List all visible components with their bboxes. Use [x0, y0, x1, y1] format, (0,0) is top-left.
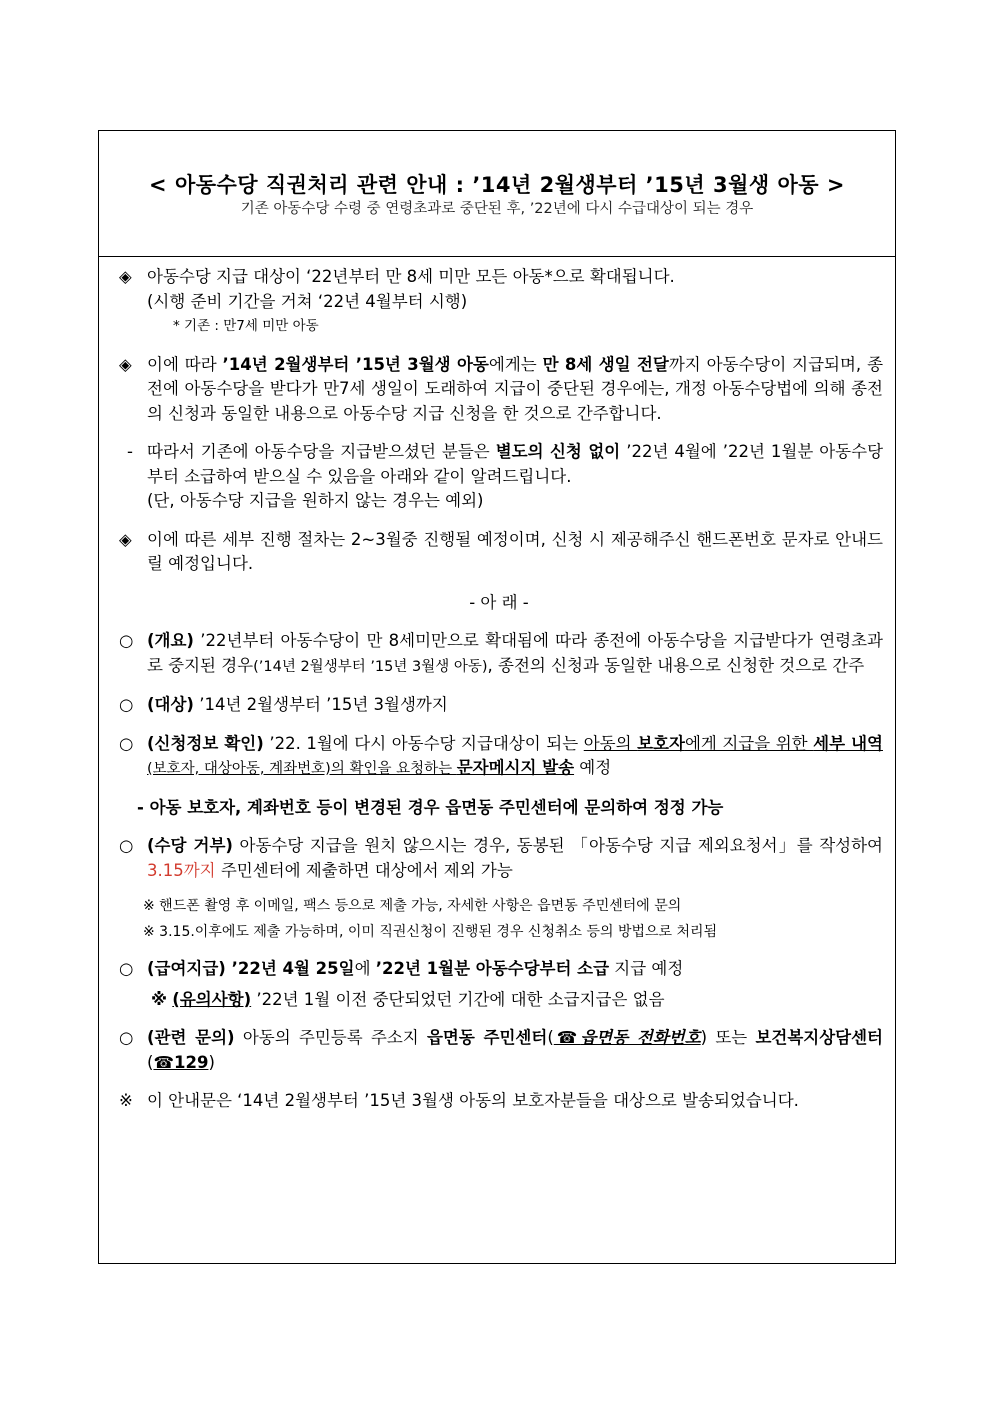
section-auto-payment: [115, 440, 883, 514]
circle-bullet-icon: ○: [119, 695, 134, 714]
section-eligibility: [115, 353, 883, 427]
info-underlined-text: 아동의: [583, 733, 638, 753]
info-text: ’22. 1월에 다시 아동수당 지급대상이 되는: [263, 733, 584, 753]
contact-paren: (: [147, 1052, 154, 1072]
diamond-bullet-icon: ◈: [119, 354, 132, 374]
contact-label: (관련 문의): [147, 1028, 235, 1047]
refusal-deadline: 3.15까지: [147, 860, 216, 880]
refusal-label: (수당 거부): [147, 836, 233, 855]
auto-payment-text: 따라서 기존에 아동수당을 지급받으셨던 분들은: [147, 442, 496, 461]
auto-payment-exception: (단, 아동수당 지급을 원하지 않는 경우는 예외): [147, 491, 484, 510]
section-overview: [115, 629, 883, 679]
phone-icon: ☎: [553, 1028, 581, 1047]
contact-text: ) 또는: [700, 1028, 756, 1047]
circle-bullet-icon: ○: [119, 631, 134, 650]
info-label: (신청정보 확인): [147, 733, 264, 753]
circle-bullet-icon: ○: [119, 733, 134, 753]
dash-mark: -: [127, 442, 133, 461]
section-footer: [115, 1089, 883, 1114]
section-procedure: [115, 528, 883, 577]
payment-text: 에: [354, 959, 376, 978]
target-label: (대상): [147, 695, 194, 714]
refusal-note: ※ 3.15.이후에도 제출 가능하며, 이미 직권신청이 진행된 경우 신청취소 등의 방법으로 처리됨: [143, 924, 718, 940]
payment-label: (급여지급): [147, 959, 226, 978]
circle-bullet-icon: ○: [119, 1028, 134, 1047]
section-contact: [115, 1026, 883, 1075]
caution-label: (유의사항): [172, 989, 252, 1009]
eligibility-text: 까지 아동수당이 지급되며, 종전에 아동수당을 받다가 만7세 생일이 도래하여 지급이 중단된 경우에는, 개정 아동수당법에 의해 종전의 신청과 동일한 내용으로 아동수당 지급 신청을 한 것으로 간주합니다.: [147, 354, 884, 423]
center-phone: 129: [174, 1052, 209, 1072]
eligibility-text: 이에 따라: [147, 354, 223, 374]
contact-text: 아동의 주민등록 주소지: [234, 1028, 427, 1047]
contact-office: 읍면동 주민센터: [426, 1028, 548, 1047]
refusal-text: 주민센터에 제출하면 대상에서 제외 가능: [215, 860, 513, 880]
overview-label: (개요): [147, 631, 194, 650]
eligibility-bold-limit: 만 8세 생일 전달: [542, 354, 669, 374]
info-underlined-text: 에게 지급을 위한: [684, 733, 814, 753]
footer-text: 이 안내문은 ‘14년 2월생부터 ’15년 3월생 아동의 보호자분들을 대상으로 발송되었습니다.: [147, 1091, 799, 1110]
info-bold-guardian: 보호자: [637, 733, 685, 753]
contact-paren: ): [208, 1052, 215, 1072]
target-text: ’14년 2월생부터 ’15년 3월생까지: [193, 695, 448, 714]
expansion-footnote: * 기존 : 만7세 미만 아동: [173, 318, 319, 334]
overview-text: ’22년부터 아동수당이 만 8세미만으로 확대됨에 따라 종전에 아동수당을 지급받다가 연령초과로 중지된 경우: [147, 631, 883, 675]
notice-body: [115, 265, 883, 1128]
payment-retro: ’22년 1월분 아동수당부터 소급: [375, 959, 610, 978]
diamond-bullet-icon: ◈: [119, 267, 132, 286]
section-info-check: [115, 732, 883, 782]
info-correction-note: [115, 796, 883, 821]
expansion-line1: 아동수당 지급 대상이 ‘22년부터 만 8세 미만 모든 아동*으로 확대됩니다.: [147, 267, 675, 286]
info-bold-sms: 문자메시지 발송: [456, 758, 575, 777]
diamond-bullet-icon: ◈: [119, 529, 132, 549]
info-underlined-text: (보호자, 대상아동, 계좌번호)의 확인을 요청하는: [147, 761, 457, 777]
page-title: < 아동수당 직권처리 관련 안내 : ’14년 2월생부터 ’15년 3월생 아동 >: [149, 173, 845, 197]
caution-text: ’22년 1월 이전 중단되었던 기간에 대한 소급지급은 없음: [251, 989, 665, 1009]
contact-paren: (: [547, 1028, 554, 1047]
overview-text: , 종전의 신청과 동일한 내용으로 신청한 것으로 간주: [487, 655, 865, 675]
reference-mark: ※: [119, 1091, 133, 1110]
refusal-note: ※ 핸드폰 촬영 후 이메일, 팩스 등으로 제출 가능, 자세한 사항은 읍면동 주민센터에 문의: [143, 898, 682, 914]
notice-frame: [98, 130, 896, 1264]
page-subtitle: 기존 아동수당 수령 중 연령초과로 중단된 후, ’22년에 다시 수급대상이 되는 경우: [240, 201, 754, 217]
reference-mark: ※: [151, 989, 168, 1009]
refusal-notes: [115, 893, 883, 945]
refusal-text: 아동수당 지급을 원치 않으시는 경우, 동봉된 「아동수당 지급 제외요청서」를 작성하여: [232, 836, 883, 855]
header-box: [99, 131, 895, 257]
section-target: [115, 693, 883, 718]
section-refusal: [115, 834, 883, 883]
info-correction-text: - 아동 보호자, 계좌번호 등이 변경된 경우 읍면동 주민센터에 문의하여 정정 가능: [137, 797, 724, 817]
section-expansion: [115, 265, 883, 339]
payment-caution: [115, 988, 883, 1013]
overview-small-text: (’14년 2월생부터 ’15년 3월생 아동): [253, 658, 488, 675]
phone-icon: ☎: [153, 1052, 174, 1072]
eligibility-text: 에게는: [488, 354, 543, 374]
info-bold-details: 세부 내역: [813, 733, 883, 753]
auto-payment-text: ’22년 4월에 ’22년 1월분 아동수당부터 소급하여 받으실 수 있음을 아래와 같이 알려드립니다.: [147, 442, 884, 486]
eligibility-bold-range: ’14년 2월생부터 ’15년 3월생 아동: [222, 354, 489, 374]
contact-center: 보건복지상담센터: [755, 1028, 883, 1047]
circle-bullet-icon: ○: [119, 959, 134, 978]
circle-bullet-icon: ○: [119, 836, 134, 855]
expansion-line2: (시행 준비 기간을 거쳐 ‘22년 4월부터 시행): [147, 291, 468, 311]
below-heading: - 아 래 -: [469, 592, 529, 612]
section-payment: [115, 957, 883, 982]
info-text: 예정: [574, 758, 612, 777]
procedure-text: 이에 따른 세부 진행 절차는 2~3월중 진행될 예정이며, 신청 시 제공해주신 핸드폰번호 문자로 안내드릴 예정입니다.: [147, 529, 883, 573]
office-phone: 읍면동 전화번호: [580, 1028, 701, 1047]
payment-date: ’22년 4월 25일: [225, 959, 355, 978]
payment-text: 지급 예정: [609, 959, 684, 978]
auto-payment-bold: 별도의 신청 없이: [495, 442, 621, 461]
